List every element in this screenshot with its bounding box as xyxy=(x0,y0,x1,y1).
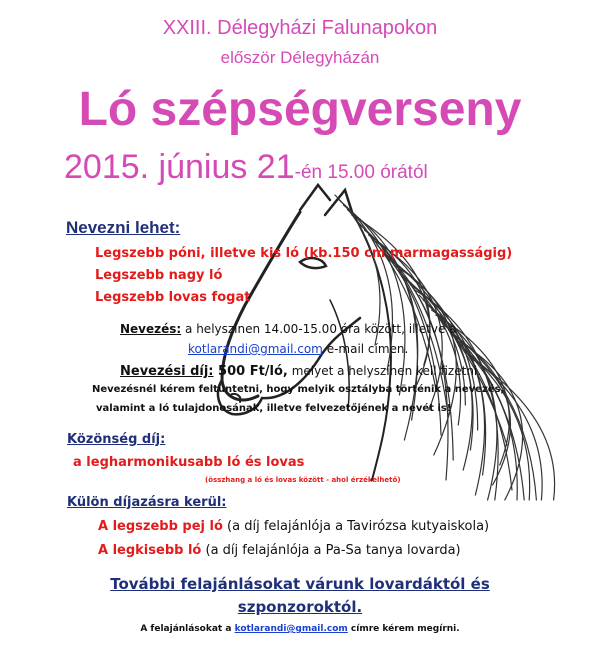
registration-label: Nevezés: xyxy=(120,322,182,336)
fee-text: melyet a helyszínen kell fizetni. xyxy=(287,364,482,378)
special-prize-name: A legkisebb ló xyxy=(98,543,202,558)
event-line-2: először Délegyházán xyxy=(220,48,380,67)
special-prize-heading: Külön díjazásra kerül: xyxy=(67,495,227,510)
sponsor-email-link[interactable]: kotlarandi@gmail.com xyxy=(234,624,348,634)
sponsor-contact-prefix: A felajánlásokat a xyxy=(140,624,235,634)
registration-email-link[interactable]: kotlarandi@gmail.com xyxy=(188,342,323,356)
audience-prize-heading: Közönség díj: xyxy=(67,432,166,447)
fee-note-1: Nevezésnél kérem feltüntetni, hogy melyik osztályba történik a nevezés, xyxy=(92,384,505,395)
entry-item: Legszebb nagy ló xyxy=(95,268,223,283)
audience-prize-note: (összhang a ló és lovas között - ahol érzékelhető) xyxy=(205,476,401,484)
registration-email-suffix: e-mail címen. xyxy=(322,342,409,356)
registration-email-line xyxy=(188,342,408,356)
event-line-1: XXIII. Délegyházi Falunapokon xyxy=(162,17,438,39)
date-suffix: -én 15.00 órától xyxy=(294,162,428,183)
special-prize-detail: (a díj felajánlója a Pa-Sa tanya lovarda) xyxy=(201,543,461,558)
special-prize-item xyxy=(98,543,461,558)
fee-note-2: valamint a ló tulajdonosának, illetve felvezetőjének a nevét is! xyxy=(96,403,452,414)
sponsor-contact-suffix: címre kérem megírni. xyxy=(347,624,460,634)
page-title: Ló szépségverseny xyxy=(78,83,522,136)
sponsor-call-line-1: További felajánlásokat várunk lovardáktól és xyxy=(110,575,490,593)
audience-prize-item: a legharmonikusabb ló és lovas xyxy=(73,455,305,470)
fee-info xyxy=(120,364,481,379)
special-prize-item xyxy=(98,519,489,534)
sponsor-contact-line xyxy=(0,624,600,634)
special-prize-detail: (a díj felajánlója a Tavirózsa kutyaiskola) xyxy=(222,519,490,534)
entry-heading: Nevezni lehet: xyxy=(66,218,181,237)
entry-item: Legszebb lovas fogat xyxy=(95,290,251,305)
special-prize-name: A legszebb pej ló xyxy=(98,519,223,534)
event-date xyxy=(64,148,428,187)
fee-label: Nevezési díj: xyxy=(120,364,214,379)
registration-text: a helyszínen 14.00-15.00 óra között, illetve a xyxy=(181,322,457,336)
mane-strand xyxy=(448,330,536,500)
fee-amount: 500 Ft/ló, xyxy=(213,364,288,379)
date-main: 2015. június 21 xyxy=(64,148,295,186)
registration-info xyxy=(120,322,457,336)
entry-item: Legszebb póni, illetve kis ló (kb.150 cm marmagasságig) xyxy=(95,246,513,261)
sponsor-call-line-2: szponzoroktól. xyxy=(237,598,363,616)
